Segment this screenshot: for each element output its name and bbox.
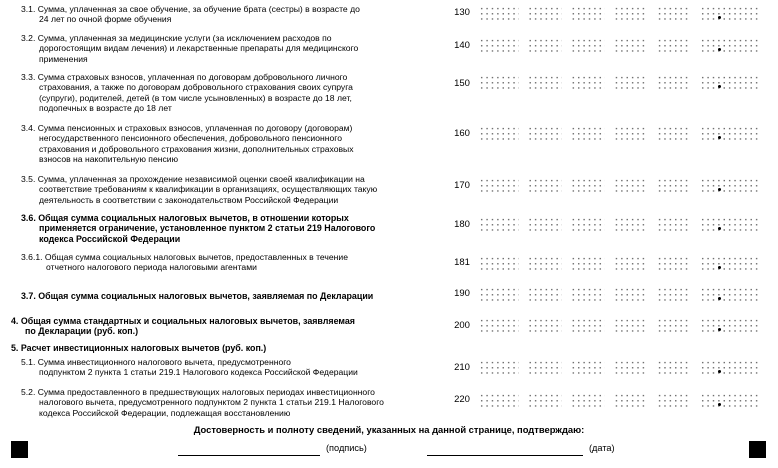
grid-cell-gap — [691, 75, 699, 91]
row-label-line: 3.5. Сумма, уплаченная за прохождение независимой оценки своей квалификации на — [21, 174, 365, 184]
grid-cell-gap — [519, 256, 527, 272]
grid-cell-gap — [519, 217, 527, 233]
signature-line[interactable] — [178, 455, 320, 456]
grid-cell-gap — [605, 126, 613, 142]
decimal-point-dot — [718, 136, 721, 139]
decimal-point-dot — [718, 328, 721, 331]
row-label-line: 4. Общая сумма стандартных и социальных налоговых вычетов, заявляемая — [11, 316, 355, 326]
grid-cell-gap — [605, 38, 613, 54]
decimal-point-dot — [718, 85, 721, 88]
date-line[interactable] — [427, 455, 583, 456]
row-label-line: деятельность в соответствии с законодательством Российской Федерации — [39, 194, 339, 205]
grid-cell-gap — [519, 126, 527, 142]
grid-cell-gap — [562, 287, 570, 303]
row-label-line: 3.2. Сумма, уплаченная за медицинские услуги (за исключением расходов по — [21, 33, 332, 43]
decimal-point-dot — [718, 188, 721, 191]
grid-cell-gap — [519, 178, 527, 194]
row-label-line: применения — [39, 53, 88, 64]
row-label-line: кодекса Российской Федерации, подлежащая восстановлению — [39, 407, 291, 418]
row-label-line: применяется ограничение, установленное пунктом 2 статьи 219 Налогового — [39, 223, 376, 234]
decimal-point-dot — [718, 48, 721, 51]
line-code: 180 — [454, 219, 470, 230]
grid-cell-gap — [648, 360, 656, 376]
grid-cell-gap — [691, 318, 699, 334]
row-label-line: соответствие требованиям к квалификации в организациях, осуществляющих такую — [39, 184, 378, 195]
decimal-point-dot — [718, 266, 721, 269]
line-code: 220 — [454, 394, 470, 405]
row-label-line: (супруги), родителей, детей (в том числе усыновленных) в возрасте до 18 лет, — [39, 92, 352, 103]
grid-cell-gap — [562, 256, 570, 272]
row-label-line: взносов на накопительную пенсию — [39, 154, 179, 165]
decimal-point-dot — [718, 403, 721, 406]
grid-cell-gap — [562, 75, 570, 91]
row-label-line: по Декларации (руб. коп.) — [25, 326, 139, 337]
grid-cell-gap — [691, 178, 699, 194]
line-code: 210 — [454, 362, 470, 373]
grid-cell-gap — [605, 393, 613, 409]
row-label-line: 3.1. Сумма, уплаченная за свое обучение, за обучение брата (сестры) в возрасте до — [21, 4, 360, 14]
row-label-line: страхования, а также по договорам добровольного страхования своих супруга — [39, 82, 353, 93]
line-code: 170 — [454, 180, 470, 191]
grid-cell-gap — [562, 217, 570, 233]
grid-cell-gap — [519, 75, 527, 91]
grid-cell-gap — [605, 360, 613, 376]
row-label-line: страхования и добровольного страхования жизни, дополнительных страховых — [39, 143, 354, 154]
row-label-line: 5.1. Сумма инвестиционного налогового вычета, предусмотренного — [21, 357, 291, 367]
grid-cell-gap — [562, 6, 570, 22]
grid-cell-gap — [648, 217, 656, 233]
line-code: 200 — [454, 320, 470, 331]
grid-cell-gap — [648, 75, 656, 91]
row-label-line: негосударственного пенсионного обеспечения, добровольного пенсионного — [39, 133, 343, 144]
grid-cell-gap — [648, 393, 656, 409]
line-code: 140 — [454, 40, 470, 51]
row-label-line: подпунктом 2 пункта 1 статьи 219.1 Налогового кодекса Российской Федерации — [39, 367, 358, 378]
row-label-line: 3.4. Сумма пенсионных и страховых взносов, уплаченная по договору (договорам) — [21, 123, 353, 133]
line-code: 150 — [454, 78, 470, 89]
row-label-line: 3.6.1. Общая сумма социальных налоговых вычетов, предоставленных в течение — [21, 252, 348, 262]
grid-cell-gap — [648, 38, 656, 54]
row-label-line: 5. Расчет инвестиционных налоговых вычетов (руб. коп.) — [11, 343, 267, 353]
row-label-line: дорогостоящим видам лечения) и лекарственные препараты для медицинского — [39, 43, 359, 54]
row-label-line: подопечных в возрасте до 18 лет — [39, 103, 172, 114]
row-label-line: 5.2. Сумма предоставленного в предшествующих налоговых периодах инвестиционного — [21, 387, 375, 397]
grid-cell-gap — [562, 38, 570, 54]
grid-cell-gap — [648, 287, 656, 303]
row-label-line: отчетного налогового периода налоговыми агентами — [46, 262, 257, 273]
grid-cell-gap — [691, 287, 699, 303]
grid-cell-gap — [691, 126, 699, 142]
grid-cell-gap — [519, 38, 527, 54]
grid-cell-gap — [605, 75, 613, 91]
right-corner-marker — [749, 441, 766, 458]
grid-cell-gap — [605, 287, 613, 303]
signature-label: (подпись) — [326, 443, 367, 453]
line-code: 160 — [454, 128, 470, 139]
line-code: 130 — [454, 7, 470, 18]
grid-cell-gap — [648, 178, 656, 194]
row-label-line: 24 лет по очной форме обучения — [39, 14, 172, 25]
row-label-line: налогового вычета, предусмотренного подпунктом 2 пункта 1 статьи 219.1 Налогового — [39, 397, 384, 408]
grid-cell-gap — [519, 393, 527, 409]
grid-cell-gap — [519, 318, 527, 334]
grid-cell-gap — [562, 393, 570, 409]
row-label-line: кодекса Российской Федерации — [39, 233, 181, 244]
grid-cell-gap — [648, 126, 656, 142]
grid-cell-gap — [648, 256, 656, 272]
confirmation-heading: Достоверность и полноту сведений, указанных на данной странице, подтверждаю: — [193, 424, 585, 435]
grid-cell-gap — [648, 6, 656, 22]
grid-cell-gap — [519, 287, 527, 303]
line-code: 181 — [454, 257, 470, 268]
decimal-point-dot — [718, 227, 721, 230]
decimal-point-dot — [718, 16, 721, 19]
grid-cell-gap — [691, 360, 699, 376]
grid-cell-gap — [562, 126, 570, 142]
grid-cell-gap — [691, 217, 699, 233]
row-label-line: 3.7. Общая сумма социальных налоговых вычетов, заявляемая по Декларации — [21, 291, 374, 301]
grid-cell-gap — [605, 318, 613, 334]
grid-cell-gap — [519, 6, 527, 22]
date-label: (дата) — [589, 443, 615, 453]
grid-cell-gap — [691, 256, 699, 272]
grid-cell-gap — [691, 393, 699, 409]
grid-cell-gap — [605, 256, 613, 272]
grid-cell-gap — [605, 217, 613, 233]
grid-cell-gap — [519, 360, 527, 376]
row-label-line: 3.6. Общая сумма социальных налоговых вычетов, в отношении которых — [21, 213, 349, 223]
grid-cell-gap — [562, 360, 570, 376]
decimal-point-dot — [718, 370, 721, 373]
grid-cell-gap — [691, 6, 699, 22]
row-label-line: 3.3. Сумма страховых взносов, уплаченная по договорам добровольного личного — [21, 72, 348, 82]
line-code: 190 — [454, 288, 470, 299]
grid-cell-gap — [605, 178, 613, 194]
left-corner-marker — [11, 441, 28, 458]
decimal-point-dot — [718, 297, 721, 300]
grid-cell-gap — [691, 38, 699, 54]
grid-cell-gap — [648, 318, 656, 334]
grid-cell-gap — [605, 6, 613, 22]
grid-cell-gap — [562, 178, 570, 194]
grid-cell-gap — [562, 318, 570, 334]
